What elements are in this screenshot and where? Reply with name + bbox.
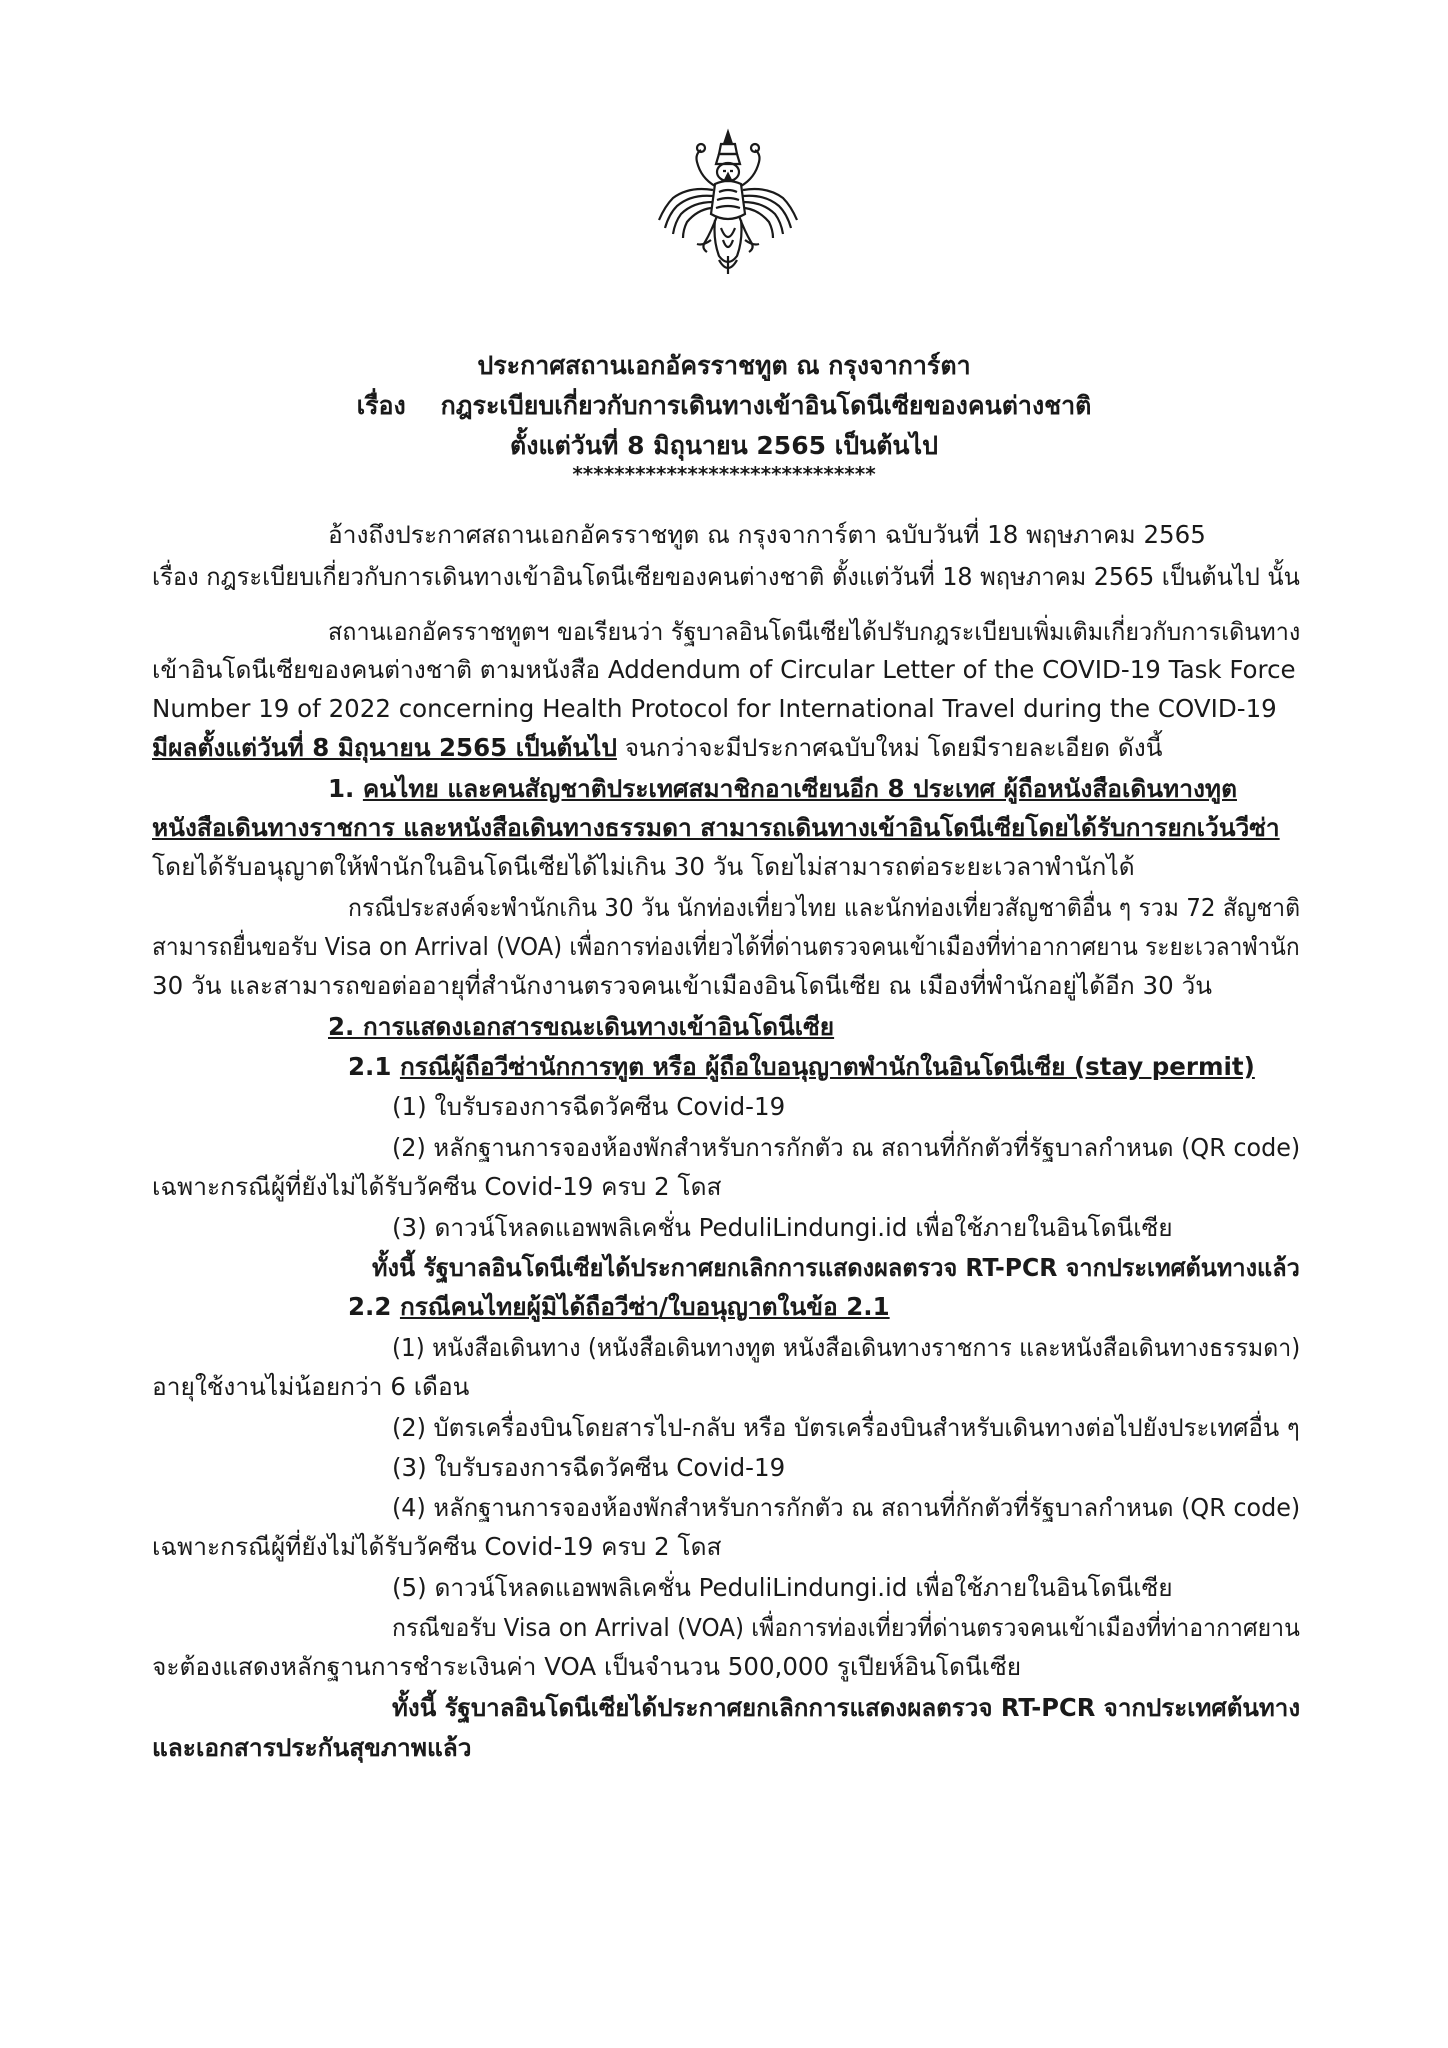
section-2-2-heading: กรณีคนไทยผู้มิได้ถือวีซ่า/ใบอนุญาตในข้อ 2.1 — [399, 1292, 890, 1321]
intro-line-2: เข้าอินโดนีเซียของคนต่างชาติ ตามหนังสือ Addendum of Circular Letter of the COVID-19 Task Force — [152, 655, 1296, 684]
section-2-2-item-1-line-1: (1) หนังสือเดินทาง (หนังสือเดินทางทูต หนังสือเดินทางราชการ และหนังสือเดินทางธรรมดา) — [392, 1333, 1301, 1362]
section-2-2-item-4-line-2: เฉพาะกรณีผู้ที่ยังไม่ได้รับวัคซีน Covid-19 ครบ 2 โดส — [152, 1532, 722, 1561]
section-2-2-item-4-line-1: (4) หลักฐานการจองห้องพักสำหรับการกักตัว ณ สถานที่กักตัวที่รัฐบาลกำหนด (QR code) — [392, 1493, 1301, 1522]
section-2-2-number: 2.2 — [348, 1292, 400, 1321]
intro-line-4 — [152, 733, 1162, 763]
subject-text: กฎระเบียบเกี่ยวกับการเดินทางเข้าอินโดนีเซียของคนต่างชาติ — [440, 391, 1092, 420]
effective-date: ตั้งแต่วันที่ 8 มิถุนายน 2565 เป็นต้นไป — [510, 431, 938, 460]
section-2-1-number: 2.1 — [348, 1052, 400, 1081]
section-2-2-heading-line — [348, 1292, 890, 1322]
section-2-1-note: ทั้งนี้ รัฐบาลอินโดนีเซียได้ประกาศยกเลิกการแสดงผลตรวจ RT-PCR จากประเทศต้นทางแล้ว — [372, 1253, 1300, 1282]
section-2-heading: 2. การแสดงเอกสารขณะเดินทางเข้าอินโดนีเซีย — [328, 1012, 835, 1041]
section-1-line-1 — [328, 774, 1237, 804]
section-1-line-2: หนังสือเดินทางราชการ และหนังสือเดินทางธรรมดา สามารถเดินทางเข้าอินโดนีเซียโดยได้รับการยกเว้นวีซ่า — [152, 813, 1280, 842]
notice-subject — [0, 386, 1448, 426]
section-1-line-4: กรณีประสงค์จะพำนักเกิน 30 วัน นักท่องเที่ยวไทย และนักท่องเที่ยวสัญชาติอื่น ๆ รวม 72 สัญชาติ — [348, 893, 1301, 922]
section-1-heading: คนไทย และคนสัญชาติประเทศสมาชิกอาเซียนอีก 8 ประเทศ ผู้ถือหนังสือเดินทางทูต — [362, 774, 1237, 803]
section-1-line-6: 30 วัน และสามารถขอต่ออายุที่สำนักงานตรวจคนเข้าเมืองอินโดนีเซีย ณ เมืองที่พำนักอยู่ได้อีก 30 วัน — [152, 971, 1212, 1000]
intro-line-1: สถานเอกอัครราชทูตฯ ขอเรียนว่า รัฐบาลอินโดนีเซียได้ปรับกฎระเบียบเพิ่มเติมเกี่ยวกับการเดินทาง — [328, 617, 1301, 646]
section-2-1-item-1: (1) ใบรับรองการฉีดวัคซีน Covid-19 — [392, 1092, 786, 1121]
reference-line-1: อ้างถึงประกาศสถานเอกอัครราชทูต ณ กรุงจาการ์ตา ฉบับวันที่ 18 พฤษภาคม 2565 — [328, 520, 1206, 549]
section-2-2-item-3: (3) ใบรับรองการฉีดวัคซีน Covid-19 — [392, 1453, 786, 1482]
section-1-line-3: โดยได้รับอนุญาตให้พำนักในอินโดนีเซียได้ไม่เกิน 30 วัน โดยไม่สามารถต่อระยะเวลาพำนักได้ — [152, 852, 1135, 881]
subject-prefix: เรื่อง — [356, 391, 406, 420]
section-2-1-item-2-line-1: (2) หลักฐานการจองห้องพักสำหรับการกักตัว ณ สถานที่กักตัวที่รัฐบาลกำหนด (QR code) — [392, 1133, 1301, 1162]
section-2-1-item-3: (3) ดาวน์โหลดแอพพลิเคชั่น PeduliLindungi.id เพื่อใช้ภายในอินโดนีเซีย — [392, 1213, 1173, 1242]
garuda-emblem-icon — [653, 128, 803, 278]
section-2-1-item-2-line-2: เฉพาะกรณีผู้ที่ยังไม่ได้รับวัคซีน Covid-19 ครบ 2 โดส — [152, 1172, 722, 1201]
voa-payment-line-2: จะต้องแสดงหลักฐานการชำระเงินค่า VOA เป็นจำนวน 500,000 รูเปียห์อินโดนีเซีย — [152, 1652, 1022, 1681]
section-2-2-item-2: (2) บัตรเครื่องบินโดยสารไป-กลับ หรือ บัตรเครื่องบินสำหรับเดินทางต่อไปยังประเทศอื่น ๆ — [392, 1413, 1300, 1442]
section-2-2-note-line-2: และเอกสารประกันสุขภาพแล้ว — [152, 1733, 472, 1762]
intro-line-3: Number 19 of 2022 concerning Health Protocol for International Travel during the COVID-19 — [152, 694, 1277, 723]
separator-line: ***************************** — [572, 462, 876, 486]
voa-payment-line-1: กรณีขอรับ Visa on Arrival (VOA) เพื่อการท่องเที่ยวที่ด่านตรวจคนเข้าเมืองที่ท่าอากาศยาน — [392, 1613, 1300, 1642]
section-2-1-heading-line — [348, 1052, 1255, 1082]
notice-title: ประกาศสถานเอกอัครราชทูต ณ กรุงจาการ์ตา — [477, 351, 971, 380]
effective-date-highlight: มีผลตั้งแต่วันที่ 8 มิถุนายน 2565 เป็นต้นไป — [152, 733, 617, 762]
section-2-2-note-line-1: ทั้งนี้ รัฐบาลอินโดนีเซียได้ประกาศยกเลิกการแสดงผลตรวจ RT-PCR จากประเทศต้นทาง — [392, 1693, 1301, 1722]
section-1-number: 1. — [328, 774, 363, 803]
reference-line-2: เรื่อง กฎระเบียบเกี่ยวกับการเดินทางเข้าอินโดนีเซียของคนต่างชาติ ตั้งแต่วันที่ 18 พฤษภาคม 2565 เป็นต้นไป นั้น — [152, 562, 1300, 591]
section-2-2-item-1-line-2: อายุใช้งานไม่น้อยกว่า 6 เดือน — [152, 1372, 470, 1401]
section-2-1-heading: กรณีผู้ถือวีซ่านักการทูต หรือ ผู้ถือใบอนุญาตพำนักในอินโดนีเซีย (stay permit) — [399, 1052, 1255, 1081]
section-2-2-item-5: (5) ดาวน์โหลดแอพพลิเคชั่น PeduliLindungi.id เพื่อใช้ภายในอินโดนีเซีย — [392, 1573, 1173, 1602]
section-1-line-5: สามารถยื่นขอรับ Visa on Arrival (VOA) เพื่อการท่องเที่ยวได้ที่ด่านตรวจคนเข้าเมืองที่ท่าอากาศยาน ระยะเวลาพำนัก — [152, 932, 1300, 961]
intro-line-4-rest: จนกว่าจะมีประกาศฉบับใหม่ โดยมีรายละเอียด ดังนี้ — [616, 733, 1163, 762]
